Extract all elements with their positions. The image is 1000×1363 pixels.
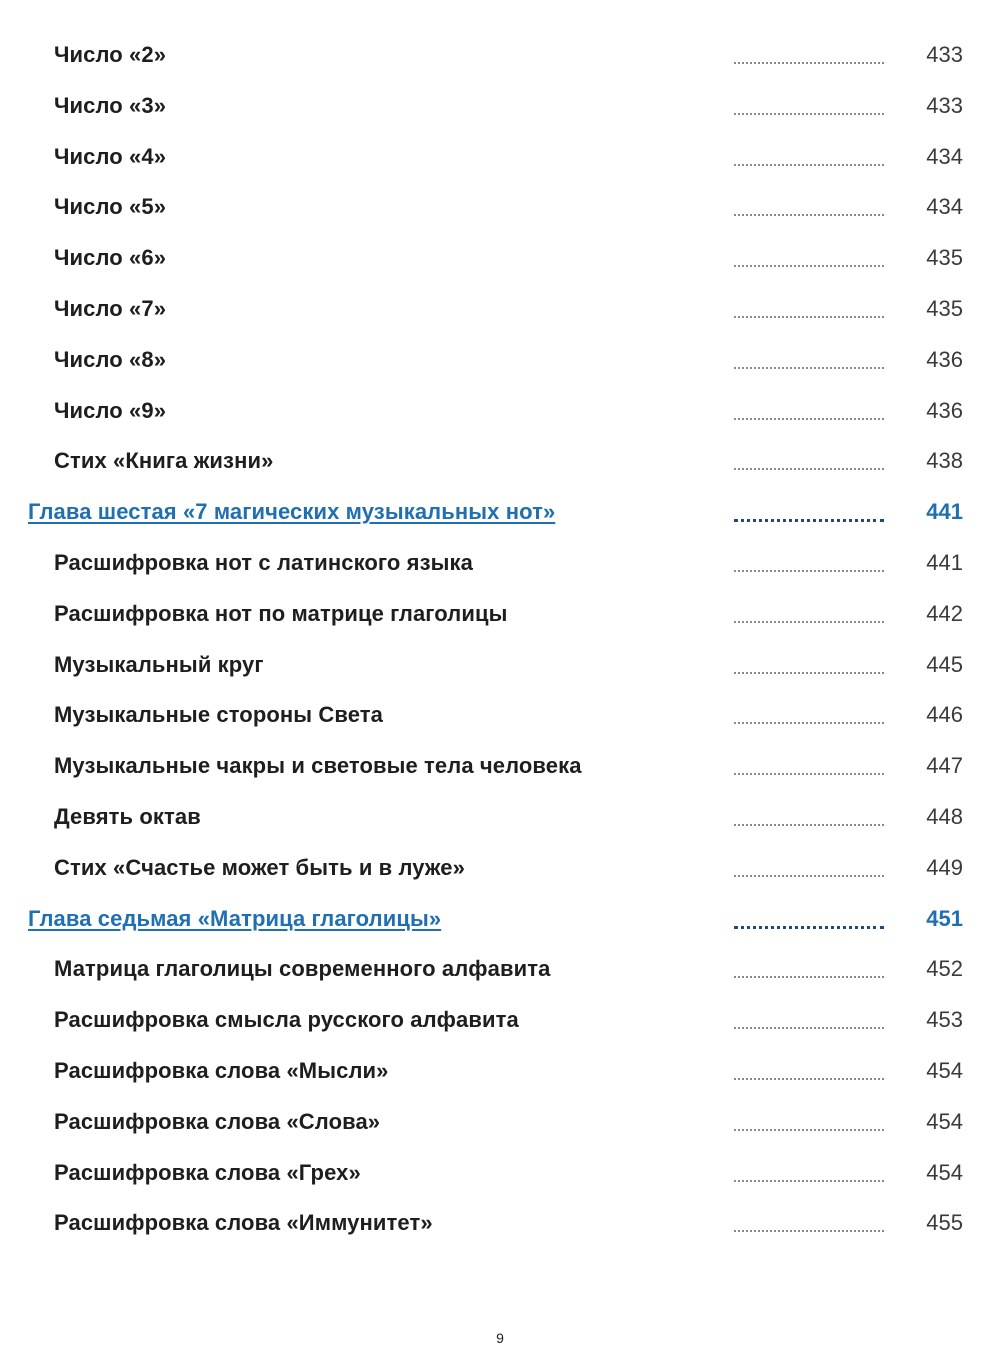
dot-leader: [734, 113, 884, 115]
dot-leader: [734, 976, 884, 978]
dot-leader: [734, 672, 884, 674]
toc-entry[interactable]: [0, 385, 1000, 436]
toc-entry-page: 445: [926, 651, 963, 677]
toc-entry-title: Матрица глаголицы современного алфавита: [54, 956, 551, 982]
dot-leader: [734, 773, 884, 775]
dot-leader: [734, 316, 884, 318]
toc-entry-title: Расшифровка нот по матрице глаголицы: [54, 600, 508, 626]
toc-entry[interactable]: [0, 80, 1000, 131]
toc-entry-title: Девять октав: [54, 803, 201, 829]
dot-leader: [734, 824, 884, 826]
dot-leader: [734, 722, 884, 724]
toc-entry-page: 434: [926, 143, 963, 169]
toc-entry[interactable]: [0, 842, 1000, 893]
toc-entry[interactable]: [0, 1045, 1000, 1096]
dot-leader: [734, 164, 884, 166]
toc-entry[interactable]: [0, 131, 1000, 182]
toc-entry[interactable]: [0, 740, 1000, 791]
toc-entry-title: Число «8»: [54, 346, 167, 372]
dot-leader: [734, 519, 884, 522]
toc-entry-page: 447: [926, 753, 963, 779]
toc-entry-page: 435: [926, 295, 963, 321]
toc-entry-page: 434: [926, 194, 963, 220]
dot-leader: [734, 570, 884, 572]
dot-leader: [734, 926, 884, 929]
page-number: 9: [496, 1330, 504, 1346]
dot-leader: [734, 468, 884, 470]
toc-entry-page: 448: [926, 803, 963, 829]
chapter-page: 441: [926, 499, 963, 525]
toc-entry[interactable]: [0, 588, 1000, 639]
chapter-link[interactable]: Глава седьмая «Матрица глаголицы»: [28, 905, 442, 931]
toc-entry-page: 442: [926, 600, 963, 626]
toc-entry[interactable]: [0, 334, 1000, 385]
toc-entry-title: Расшифровка нот с латинского языка: [54, 549, 473, 575]
toc-entry-title: Число «2»: [54, 42, 167, 67]
toc-entry-title: Стих «Книга жизни»: [54, 448, 274, 474]
toc-entry-title: Музыкальный круг: [54, 651, 264, 677]
toc-entry-page: 449: [926, 854, 963, 880]
toc-entry[interactable]: [0, 1147, 1000, 1198]
dot-leader: [734, 1180, 884, 1182]
toc-entry-page: 452: [926, 956, 963, 982]
toc-entry-title: Расшифровка слова «Слова»: [54, 1108, 381, 1134]
toc-entry-title: Число «7»: [54, 295, 167, 321]
dot-leader: [734, 367, 884, 369]
toc-entry[interactable]: [0, 791, 1000, 842]
dot-leader: [734, 1129, 884, 1131]
toc-entry[interactable]: [0, 639, 1000, 690]
toc-entry[interactable]: [0, 689, 1000, 740]
toc-entry-page: 454: [926, 1159, 963, 1185]
dot-leader: [734, 265, 884, 267]
dot-leader: [734, 875, 884, 877]
dot-leader: [734, 1230, 884, 1232]
toc-entry-title: Расшифровка слова «Иммунитет»: [54, 1210, 433, 1236]
dot-leader: [734, 621, 884, 623]
toc-entry[interactable]: [0, 29, 1000, 80]
toc-entry-title: Расшифровка слова «Мысли»: [54, 1057, 389, 1083]
dot-leader: [734, 1027, 884, 1029]
toc-entry-page: 433: [926, 42, 963, 67]
toc-entry-page: 435: [926, 245, 963, 271]
toc-entry-title: Стих «Счастье может быть и в луже»: [54, 854, 465, 880]
toc-entry[interactable]: [0, 994, 1000, 1045]
toc-entry-title: Число «9»: [54, 397, 167, 423]
toc-entry-title: Расшифровка слова «Грех»: [54, 1159, 361, 1185]
toc-entry[interactable]: [0, 181, 1000, 232]
toc-entry-page: 441: [926, 549, 963, 575]
toc-entry-page: 433: [926, 92, 963, 118]
toc-entry-page: 446: [926, 702, 963, 728]
toc-entry[interactable]: [0, 435, 1000, 486]
toc-entry[interactable]: [0, 283, 1000, 334]
toc-entry[interactable]: [0, 232, 1000, 283]
dot-leader: [734, 1078, 884, 1080]
toc-entry-title: Расшифровка смысла русского алфавита: [54, 1007, 519, 1033]
toc-entry-title: Число «3»: [54, 92, 167, 118]
chapter-page: 451: [926, 905, 963, 931]
toc-entry[interactable]: [0, 1197, 1000, 1248]
toc-entry-page: 454: [926, 1108, 963, 1134]
table-of-contents: [0, 29, 1000, 1248]
dot-leader: [734, 62, 884, 64]
toc-entry-page: 436: [926, 397, 963, 423]
toc-entry[interactable]: [0, 537, 1000, 588]
toc-entry-page: 436: [926, 346, 963, 372]
dot-leader: [734, 418, 884, 420]
toc-entry[interactable]: [0, 943, 1000, 994]
toc-entry[interactable]: [0, 1096, 1000, 1147]
toc-chapter-entry[interactable]: [0, 893, 1000, 944]
toc-entry-title: Музыкальные чакры и световые тела человека: [54, 753, 582, 779]
dot-leader: [734, 214, 884, 216]
toc-chapter-entry[interactable]: [0, 486, 1000, 537]
toc-entry-page: 455: [926, 1210, 963, 1236]
toc-entry-title: Музыкальные стороны Света: [54, 702, 383, 728]
toc-entry-title: Число «4»: [54, 143, 167, 169]
toc-entry-title: Число «6»: [54, 245, 167, 271]
toc-entry-page: 454: [926, 1057, 963, 1083]
toc-entry-page: 453: [926, 1007, 963, 1033]
toc-entry-page: 438: [926, 448, 963, 474]
chapter-link[interactable]: Глава шестая «7 магических музыкальных нот»: [28, 499, 556, 525]
toc-entry-title: Число «5»: [54, 194, 167, 220]
